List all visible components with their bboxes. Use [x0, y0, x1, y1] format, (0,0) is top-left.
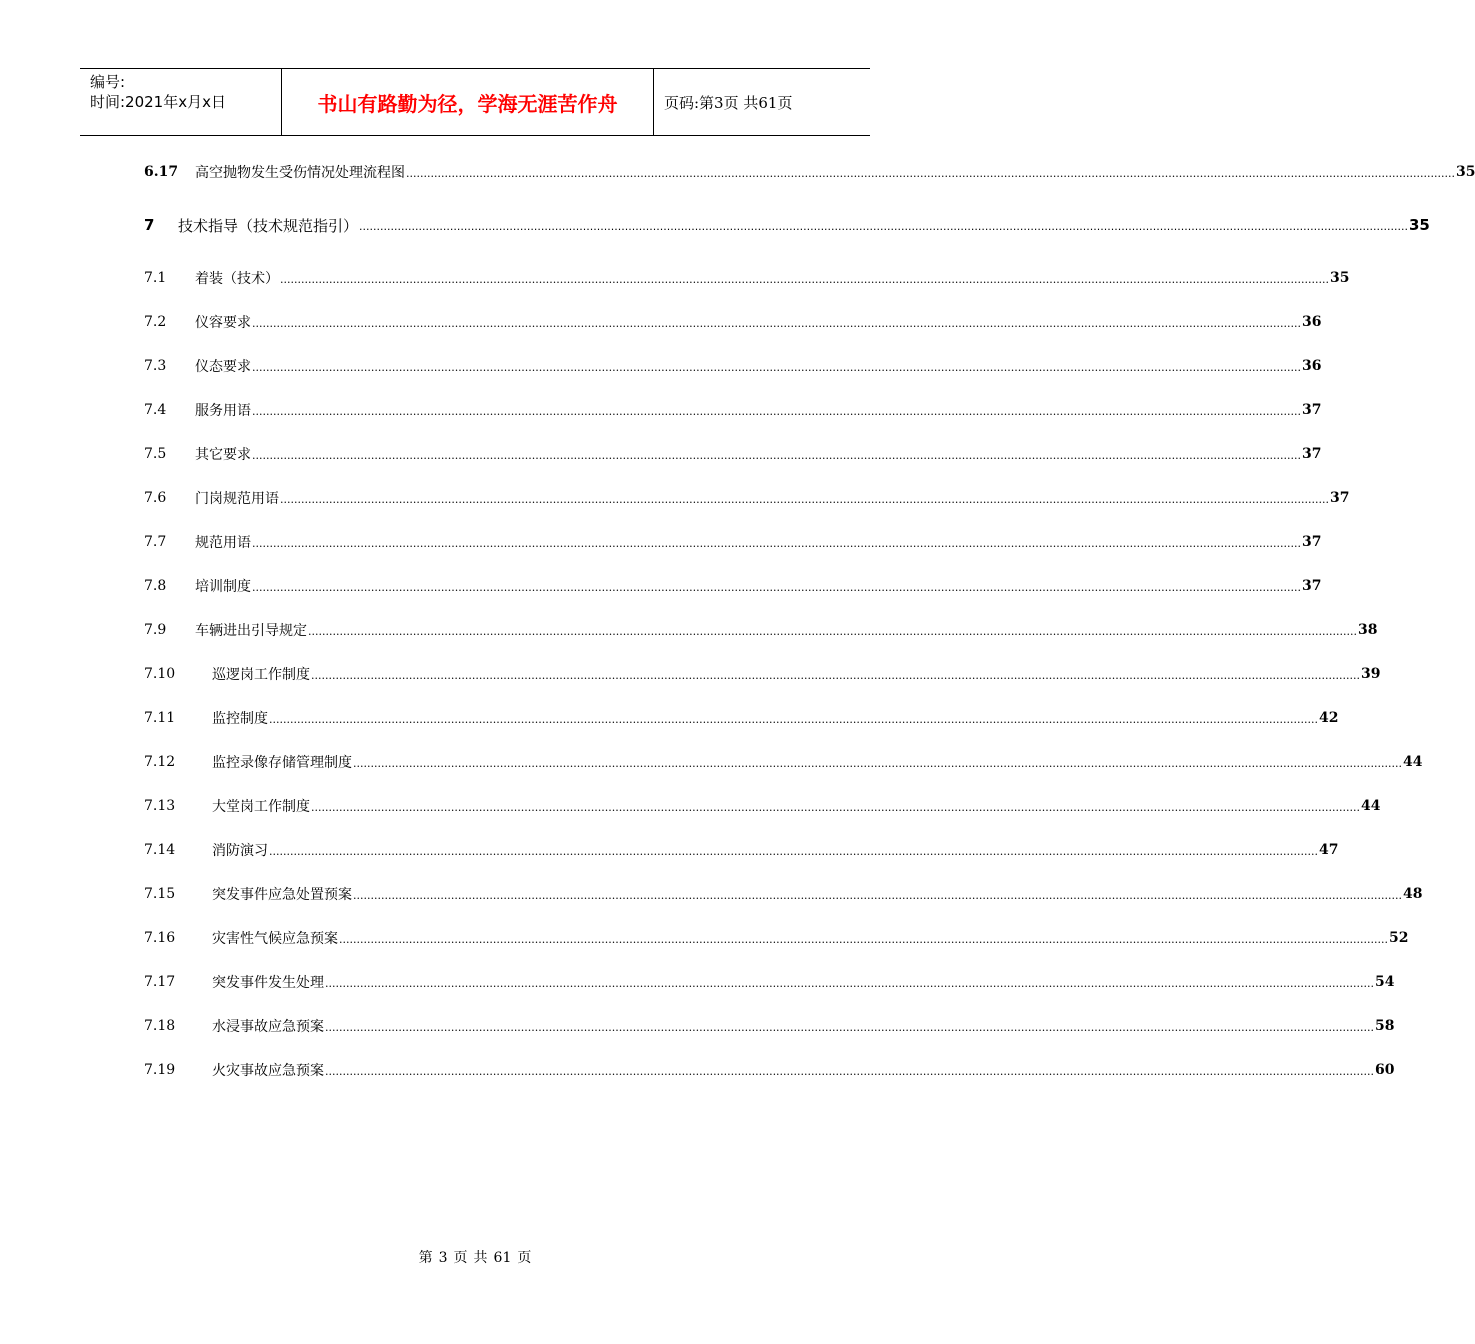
toc-entry-title: 大堂岗工作制度 [212, 799, 310, 815]
toc-dot-leader: ............................................................................................................................................................................................................................................................................................................ [359, 220, 1408, 233]
toc-dot-leader: ............................................................................................................................................................................................................................................................................................................ [353, 889, 1402, 902]
toc-entry-title: 培训制度 [195, 579, 251, 595]
toc-entry-title: 车辆进出引导规定 [195, 623, 307, 639]
toc-entry-page: 44 [1360, 798, 1381, 814]
toc-entry-page: 37 [1301, 402, 1322, 418]
toc-entry-title: 仪态要求 [195, 359, 251, 375]
table-of-contents [144, 150, 1475, 1092]
toc-entry[interactable] [144, 696, 1339, 740]
toc-entry-page: 37 [1329, 490, 1350, 506]
toc-entry-page: 36 [1301, 358, 1322, 374]
toc-dot-leader: ............................................................................................................................................................................................................................................................................................................ [311, 669, 1360, 682]
toc-entry-title: 仪容要求 [195, 315, 251, 331]
toc-entry-title: 门岗规范用语 [195, 491, 279, 507]
toc-entry[interactable] [144, 432, 1322, 476]
toc-dot-leader: ............................................................................................................................................................................................................................................................................................................ [252, 581, 1301, 594]
toc-dot-leader: ............................................................................................................................................................................................................................................................................................................ [406, 167, 1455, 180]
toc-entry-title: 火灾事故应急预案 [212, 1063, 324, 1079]
toc-entry-number: 7.17 [144, 974, 176, 990]
toc-entry-title: 其它要求 [195, 447, 251, 463]
toc-entry-number: 7.3 [144, 358, 167, 374]
toc-entry-number: 7.6 [144, 490, 167, 506]
toc-entry-page: 58 [1374, 1018, 1395, 1034]
toc-entry-number: 7.10 [144, 666, 176, 682]
footer-total-pages: 61 [493, 1250, 512, 1266]
toc-entry-title: 巡逻岗工作制度 [212, 667, 310, 683]
toc-dot-leader: ............................................................................................................................................................................................................................................................................................................ [325, 1021, 1374, 1034]
toc-entry-number: 7.15 [144, 886, 176, 902]
toc-entry[interactable] [144, 300, 1322, 344]
toc-dot-leader: ............................................................................................................................................................................................................................................................................................................ [252, 537, 1301, 550]
toc-dot-leader: ............................................................................................................................................................................................................................................................................................................ [252, 405, 1301, 418]
toc-entry-number: 7.12 [144, 754, 176, 770]
toc-entry-number: 7.9 [144, 622, 167, 638]
toc-entry-page: 37 [1301, 578, 1322, 594]
toc-entry[interactable] [144, 784, 1381, 828]
toc-dot-leader: ............................................................................................................................................................................................................................................................................................................ [252, 361, 1301, 374]
toc-dot-leader: ............................................................................................................................................................................................................................................................................................................ [325, 1065, 1374, 1078]
toc-entry-title: 突发事件应急处置预案 [212, 887, 352, 903]
toc-entry-number: 7.1 [144, 270, 167, 286]
toc-entry-number: 7.13 [144, 798, 176, 814]
toc-dot-leader: ............................................................................................................................................................................................................................................................................................................ [311, 801, 1360, 814]
toc-dot-leader: ............................................................................................................................................................................................................................................................................................................ [280, 493, 1329, 506]
toc-entry-title: 水浸事故应急预案 [212, 1019, 324, 1035]
toc-entry-number: 7.2 [144, 314, 167, 330]
toc-entry-page: 44 [1402, 754, 1423, 770]
toc-entry-page: 52 [1388, 930, 1409, 946]
toc-entry-title: 着装（技术） [195, 271, 279, 287]
toc-entry-title: 突发事件发生处理 [212, 975, 324, 991]
toc-entry-title: 监控录像存储管理制度 [212, 755, 352, 771]
toc-entry-number: 7.18 [144, 1018, 176, 1034]
toc-dot-leader: ............................................................................................................................................................................................................................................................................................................ [280, 273, 1329, 286]
toc-entry-number: 7.11 [144, 710, 176, 726]
toc-entry-page: 35 [1455, 164, 1475, 180]
toc-entry[interactable] [144, 1004, 1395, 1048]
toc-entry-page: 47 [1318, 842, 1339, 858]
toc-entry-title: 高空抛物发生受伤情况处理流程图 [195, 165, 405, 181]
toc-entry-title: 消防演习 [212, 843, 268, 859]
toc-entry-number: 7.16 [144, 930, 176, 946]
page-footer [0, 1247, 950, 1267]
toc-entry[interactable] [144, 150, 1475, 194]
toc-entry-page: 48 [1402, 886, 1423, 902]
toc-entry-page: 60 [1374, 1062, 1395, 1078]
toc-entry-number: 7.5 [144, 446, 167, 462]
toc-entry[interactable] [144, 828, 1339, 872]
toc-entry-page: 54 [1374, 974, 1395, 990]
toc-entry[interactable] [144, 476, 1350, 520]
toc-entry-page: 37 [1301, 534, 1322, 550]
toc-entry-page: 35 [1409, 216, 1430, 234]
toc-dot-leader: ............................................................................................................................................................................................................................................................................................................ [353, 757, 1402, 770]
footer-page-number: 3 [438, 1250, 448, 1266]
toc-entry[interactable] [144, 872, 1423, 916]
toc-entry-page: 37 [1301, 446, 1322, 462]
header-slogan: 书山有路勤为径，学海无涯苦作舟 [282, 69, 654, 135]
header-page-label: 页码:第3页 共61页 [664, 93, 793, 112]
footer-word-ye: 页 [453, 1250, 468, 1266]
toc-entry-page: 36 [1301, 314, 1322, 330]
toc-entry-title: 规范用语 [195, 535, 251, 551]
toc-entry-number: 7.8 [144, 578, 167, 594]
toc-entry-page: 38 [1357, 622, 1378, 638]
toc-entry-title: 监控制度 [212, 711, 268, 727]
page-header [80, 68, 870, 136]
time-label: 时间:2021年x月x日 [90, 93, 226, 111]
toc-dot-leader: ............................................................................................................................................................................................................................................................................................................ [269, 713, 1318, 726]
toc-entry-number: 7.7 [144, 534, 167, 550]
toc-entry-page: 42 [1318, 710, 1339, 726]
toc-dot-leader: ............................................................................................................................................................................................................................................................................................................ [325, 977, 1374, 990]
toc-entry[interactable] [144, 344, 1322, 388]
toc-dot-leader: ............................................................................................................................................................................................................................................................................................................ [252, 317, 1301, 330]
toc-entry-number: 7 [144, 216, 155, 234]
toc-dot-leader: ............................................................................................................................................................................................................................................................................................................ [252, 449, 1301, 462]
toc-entry[interactable] [144, 388, 1322, 432]
toc-entry[interactable] [144, 194, 1430, 256]
toc-entry-number: 6.17 [144, 164, 179, 180]
toc-entry[interactable] [144, 740, 1423, 784]
toc-entry[interactable] [144, 564, 1322, 608]
toc-entry[interactable] [144, 1048, 1395, 1092]
toc-entry-number: 7.14 [144, 842, 176, 858]
footer-word-ye-2: 页 [517, 1250, 532, 1266]
toc-entry[interactable] [144, 520, 1322, 564]
header-meta [80, 69, 282, 135]
toc-dot-leader: ............................................................................................................................................................................................................................................................................................................ [339, 933, 1388, 946]
footer-word-di: 第 [418, 1250, 433, 1266]
toc-dot-leader: ............................................................................................................................................................................................................................................................................................................ [269, 845, 1318, 858]
toc-entry-number: 7.19 [144, 1062, 176, 1078]
toc-entry-page: 39 [1360, 666, 1381, 682]
toc-entry-title: 服务用语 [195, 403, 251, 419]
toc-entry[interactable] [144, 652, 1381, 696]
toc-entry[interactable] [144, 916, 1409, 960]
toc-entry-title: 灾害性气候应急预案 [212, 931, 338, 947]
toc-entry[interactable] [144, 608, 1378, 652]
footer-word-gong: 共 [473, 1250, 488, 1266]
toc-entry[interactable] [144, 256, 1350, 300]
toc-entry-page: 35 [1329, 270, 1350, 286]
code-label: 编号: [90, 73, 126, 91]
toc-dot-leader: ............................................................................................................................................................................................................................................................................................................ [308, 625, 1357, 638]
toc-entry[interactable] [144, 960, 1395, 1004]
toc-entry-number: 7.4 [144, 402, 167, 418]
toc-entry-title: 技术指导（技术规范指引） [178, 216, 359, 235]
